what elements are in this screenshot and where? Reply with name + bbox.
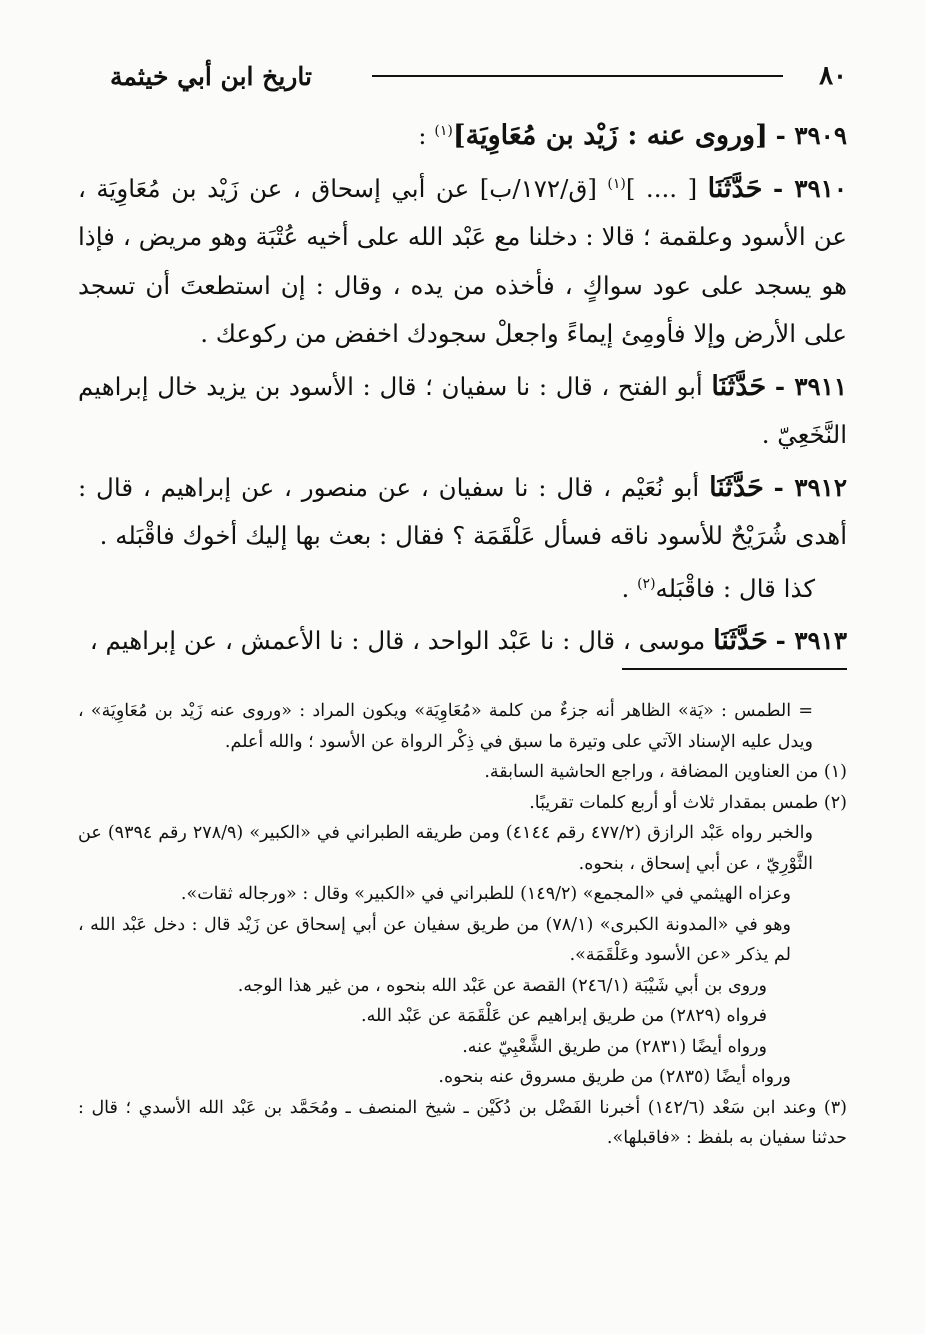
text-segment: موسى ، قال : نا عَبْد الواحد ، قال : نا الأعمش ، عن إبراهيم ، — [89, 626, 714, 655]
heading-text: [وروى عنه : زَيْد بن مُعَاوِيَة] — [452, 120, 768, 151]
footnote-ref: (٢) — [637, 575, 656, 592]
main-text — [78, 112, 847, 670]
paragraph-3909 — [78, 112, 847, 161]
narration-keyword: حَدَّثَنَا — [711, 370, 767, 402]
footnote-2-detail: فرواه (٢٨٢٩) من طريق إبراهيم عن عَلْقَمَة عن عَبْد الله. — [361, 1006, 767, 1026]
book-title: تاريخ ابن أبي خيثمة — [110, 61, 312, 91]
narration-keyword: حَدَّثَنَا — [709, 471, 764, 503]
page-number: ٨٠ — [819, 61, 847, 91]
text-segment: كذا قال : فاقْبَله — [655, 573, 815, 603]
footnote-2: (٢) طمس بمقدار ثلاث أو أربع كلمات تقريبًا. — [529, 792, 847, 813]
paragraph-3911 — [78, 363, 847, 460]
footnote-2-detail: وروى بن أبي شَيْبَة (٢٤٦/١) القصة عن عَبْد الله بنحوه ، من غير هذا الوجه. — [237, 975, 767, 996]
footnotes — [78, 696, 847, 1154]
header-rule — [372, 75, 783, 77]
paragraph-3912 — [78, 464, 847, 561]
paragraph-3910 — [78, 165, 847, 359]
text-segment: أبو نُعَيْم ، قال : نا سفيان ، عن منصور ، عن إبراهيم ، قال : أهدى شُرَيْحٌ للأسود ناقه فسأل عَلْقَمَة ؟ فقال : بعث بها إليك أخوك فاقْبَله . — [78, 472, 847, 550]
footnote-ref: (١) — [434, 122, 453, 139]
narration-keyword: حَدَّثَنَا — [713, 625, 768, 656]
footnote-continuation: = الطمس : «يَة» الظاهر أنه جزءٌ من كلمة «مُعَاوِيَة» ويكون المراد : «وروى عنه زَيْد بن مُعَاوِيَة» ، ويدل عليه الإسناد الآتي على وتيرة ما سبق في ذِكْر الرواة عن الأسود ؛ والله أعلم. — [78, 701, 813, 752]
paragraph-3913 — [78, 617, 847, 666]
footnote-2-detail: وعزاه الهيثمي في «المجمع» (١٤٩/٢) للطبراني في «الكبير» وقال : «ورجاله ثقات». — [180, 884, 791, 904]
text-segment: . — [621, 573, 638, 603]
text-segment: [ق/١٧٢/ب] عن أبي إسحاق ، عن زَيْد بن مُعَاوِيَة ، عن الأسود وعلقمة ؛ قالا : دخلنا مع عَبْد الله على أخيه عُتْبَة وهو مريض ، فإذا هو يسجد على عود سواكٍ ، فأخذه من يده ، وقال : إن استطعتَ أن تسجد على الأرض وإلا فأومِئ إيماءً واجعلْ سجودك اخفض من ركوعك . — [78, 173, 847, 348]
heading-tail: : — [418, 121, 435, 150]
page-header — [110, 54, 847, 98]
footnote-1: (١) من العناوين المضافة ، وراجع الحاشية السابقة. — [484, 762, 847, 782]
text-segment: أبو الفتح ، قال : نا سفيان ؛ قال : الأسود بن يزيد خال إبراهيم النَّخَعِيّ . — [78, 371, 847, 449]
hadith-number: ٣٩١٠ - — [772, 173, 847, 203]
hadith-number: ٣٩٠٩ - — [775, 121, 847, 150]
text-segment: [ .... ] — [625, 173, 708, 203]
narration-keyword: حَدَّثَنَا — [707, 172, 763, 204]
footnote-3: (٣) وعند ابن سَعْد (١٤٢/٦) أخبرنا الفَضْل بن دُكَيْن ـ شيخ المنصف ـ ومُحَمَّد بن عَبْد الله الأسدي ؛ قال : حدثنا سفيان به بلفظ : «فاقبلها». — [78, 1097, 847, 1148]
footnote-2-detail: والخبر رواه عَبْد الرازق (٤٧٧/٢ رقم ٤١٤٤) ومن طريقه الطبراني في «الكبير» (٢٧٨/٩ رقم ٩٣٩٤) عن الثَّوْرِيّ ، عن أبي إسحاق ، بنحوه. — [78, 823, 813, 874]
footnote-2-detail: ورواه أيضًا (٢٨٣٥) من طريق مسروق عنه بنحوه. — [438, 1067, 791, 1087]
hadith-number: ٣٩١٣ - — [775, 626, 847, 655]
footnote-separator — [622, 668, 847, 670]
paragraph-3912-note — [78, 565, 847, 614]
footnote-2-detail: ورواه أيضًا (٢٨٣١) من طريق الشَّعْبِيّ عنه. — [462, 1036, 767, 1057]
footnote-ref: (١) — [607, 175, 626, 192]
footnote-2-detail: وهو في «المدونة الكبرى» (٧٨/١) من طريق سفيان عن أبي إسحاق عن زَيْد قال : دخل عَبْد الله ، لم يذكر «عن الأسود وعَلْقَمَة». — [78, 914, 791, 965]
hadith-number: ٣٩١٢ - — [773, 472, 847, 502]
hadith-number: ٣٩١١ - — [774, 371, 848, 401]
